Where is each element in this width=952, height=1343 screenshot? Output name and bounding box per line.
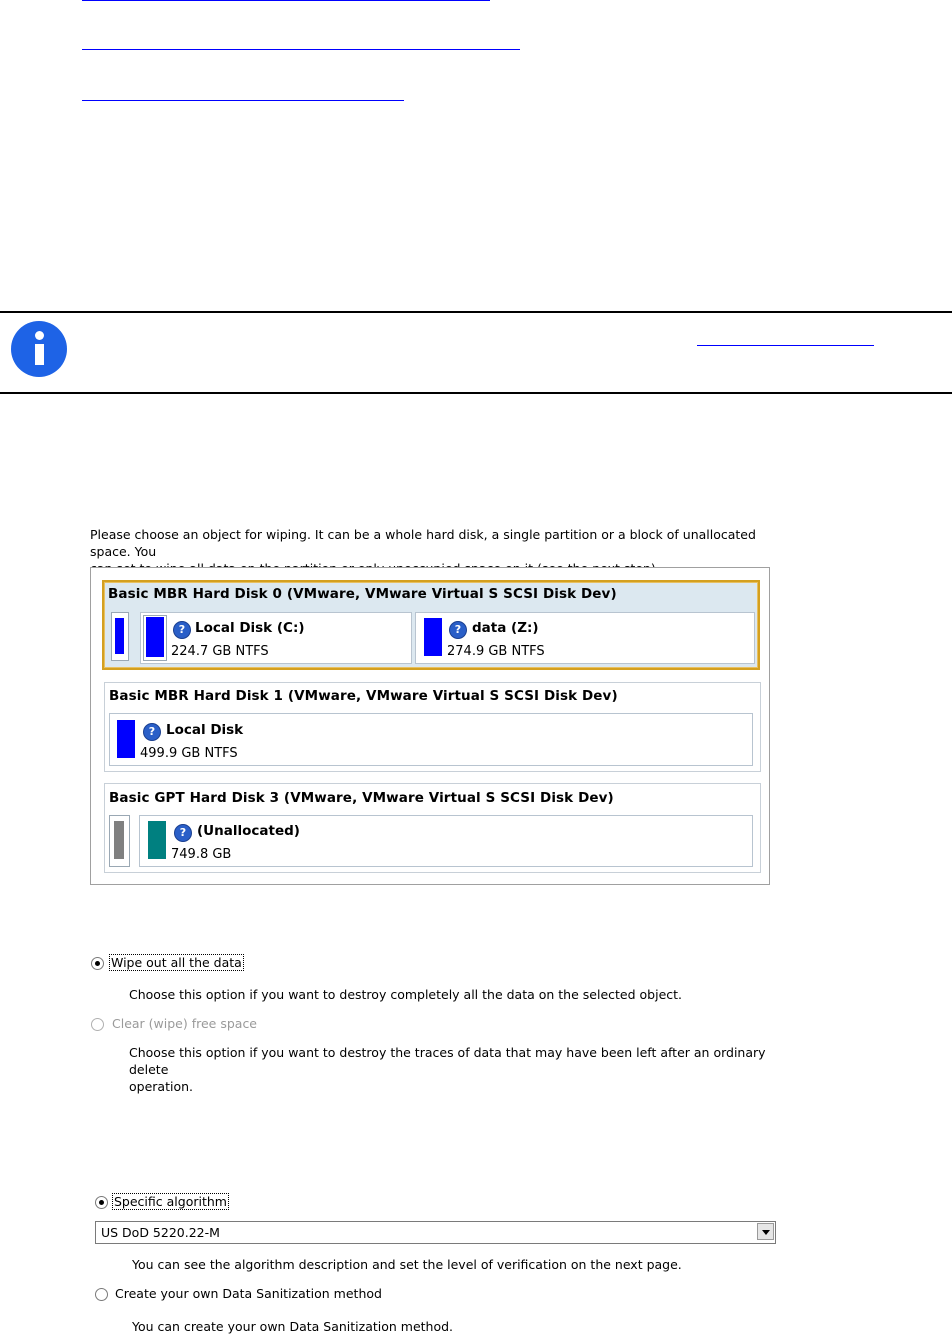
disk-0-mini-partition[interactable] <box>111 612 129 661</box>
custom-method-radio[interactable] <box>95 1288 108 1301</box>
help-icon: ? <box>173 621 191 639</box>
specific-algorithm-label-text: Specific algorithm <box>114 1194 227 1209</box>
partition-size: 749.8 GB <box>171 847 232 862</box>
partition-name: data (Z:) <box>472 620 539 636</box>
partition-name: Local Disk (C:) <box>195 620 305 636</box>
disk-0-partition-c[interactable] <box>140 612 412 664</box>
disk-1-partition-local[interactable] <box>109 713 753 766</box>
free-space-label[interactable]: Clear (wipe) free space <box>112 1016 258 1031</box>
partition-size: 274.9 GB NTFS <box>447 644 545 659</box>
free-space-desc-line-1: Choose this option if you want to destroy the traces of data that may have been left after an ordinary delete <box>129 1045 766 1077</box>
algorithm-select[interactable] <box>95 1221 776 1244</box>
specific-algorithm-label[interactable] <box>113 1194 228 1209</box>
doc-link-1[interactable] <box>82 0 490 1</box>
disk-0[interactable] <box>102 580 760 670</box>
disk-3-mini-partition[interactable] <box>109 815 130 867</box>
note-link[interactable] <box>697 345 874 346</box>
partition-color-swatch <box>114 821 124 859</box>
specific-algorithm-radio[interactable] <box>95 1196 108 1209</box>
doc-link-3[interactable] <box>82 100 404 101</box>
note-bottom-rule <box>0 392 952 394</box>
disk-0-title: Basic MBR Hard Disk 0 (VMware, VMware Virtual S SCSI Disk Dev) <box>108 586 617 602</box>
partition-name: Local Disk <box>166 722 244 738</box>
partition-color-swatch <box>115 618 124 654</box>
disk-3-title: Basic GPT Hard Disk 3 (VMware, VMware Virtual S SCSI Disk Dev) <box>109 790 614 806</box>
chevron-down-icon[interactable] <box>757 1223 774 1240</box>
partition-size: 224.7 GB NTFS <box>171 644 269 659</box>
doc-link-2[interactable] <box>82 49 520 50</box>
info-icon <box>11 321 67 377</box>
wipe-all-label[interactable] <box>110 955 243 970</box>
free-space-description <box>129 1044 769 1095</box>
disk-1-title: Basic MBR Hard Disk 1 (VMware, VMware Virtual S SCSI Disk Dev) <box>109 688 618 704</box>
intro-line-1: Please choose an object for wiping. It can be a whole hard disk, a single partition or a block of unallocated space. You <box>90 527 756 559</box>
partition-color-swatch <box>146 617 164 657</box>
partition-bar-frame <box>143 615 167 661</box>
help-icon: ? <box>449 621 467 639</box>
disk-0-partition-z[interactable] <box>415 612 755 664</box>
free-space-desc-line-2: operation. <box>129 1079 193 1094</box>
disk-3-partition-unallocated[interactable] <box>139 815 753 867</box>
free-space-radio[interactable] <box>91 1018 104 1031</box>
partition-name: (Unallocated) <box>197 823 300 839</box>
wipe-all-radio[interactable] <box>91 957 104 970</box>
help-icon: ? <box>143 723 161 741</box>
wipe-all-description: Choose this option if you want to destroy completely all the data on the selected object. <box>129 987 683 1002</box>
wipe-all-label-text: Wipe out all the data <box>111 955 242 970</box>
partition-color-swatch <box>117 720 135 758</box>
algorithm-select-value: US DoD 5220.22-M <box>101 1225 220 1240</box>
note-top-rule <box>0 311 952 313</box>
disk-3[interactable] <box>104 783 761 873</box>
disk-1[interactable] <box>104 682 761 772</box>
custom-method-label[interactable]: Create your own Data Sanitization method <box>115 1286 382 1301</box>
disk-list-panel <box>90 567 770 885</box>
partition-color-swatch <box>148 821 166 859</box>
specific-algorithm-description: You can see the algorithm description and set the level of verification on the next page. <box>132 1257 682 1272</box>
custom-method-description: You can create your own Data Sanitization method. <box>132 1319 454 1334</box>
partition-size: 499.9 GB NTFS <box>140 746 238 761</box>
help-icon: ? <box>174 824 192 842</box>
partition-color-swatch <box>424 618 442 656</box>
